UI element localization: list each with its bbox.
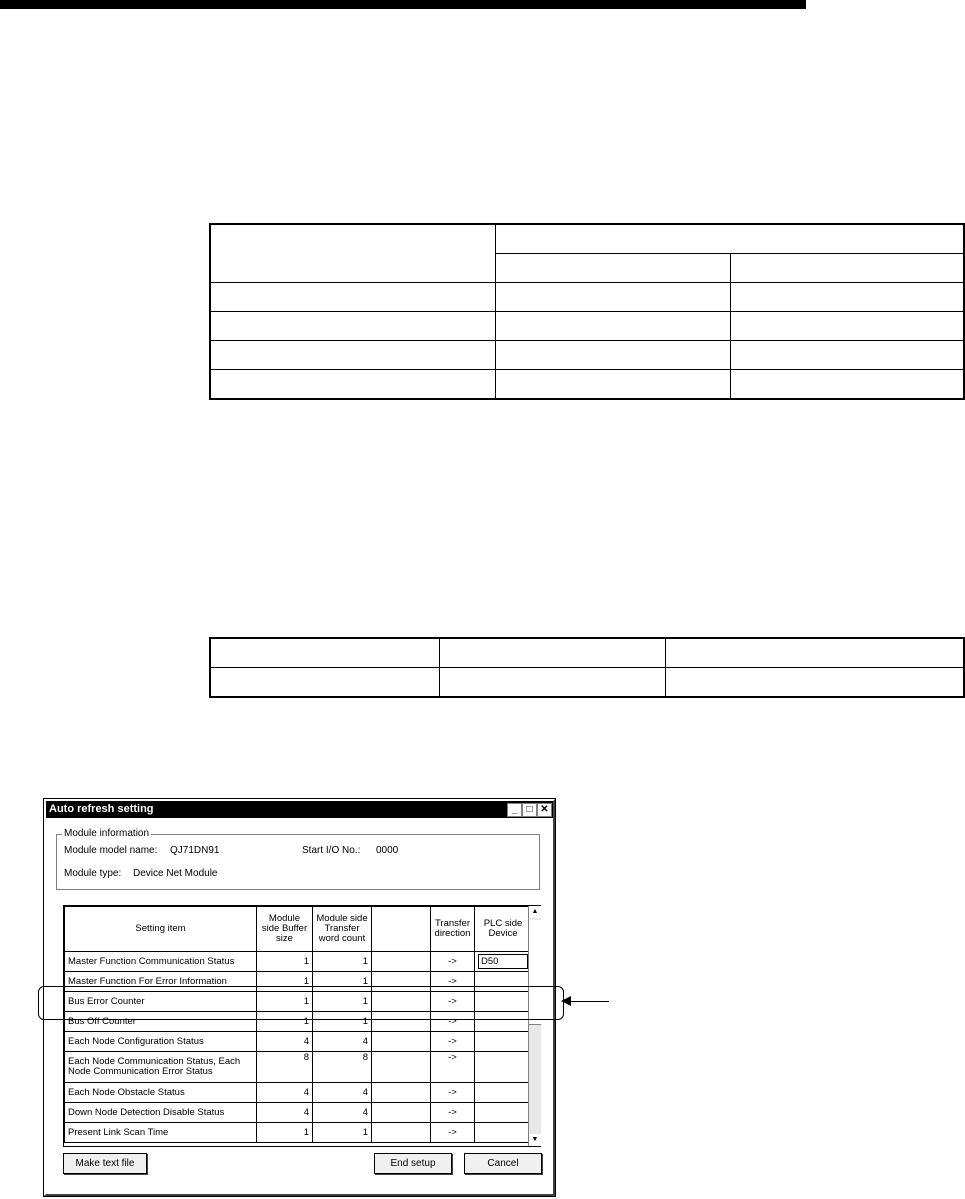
setting-item-cell: Each Node Obstacle Status [65, 1083, 257, 1103]
doc-table-2-row [210, 668, 964, 698]
col-transfer-count: Module side Transfer word count [313, 907, 372, 952]
grid-header-row [65, 907, 532, 952]
doc-table-1-cell [730, 254, 964, 283]
plc-device-cell[interactable] [475, 992, 532, 1012]
module-information-group [56, 828, 540, 890]
direction-cell: -> [431, 1103, 475, 1123]
setting-item-cell: Each Node Communication Status, Each Node Communication Error Status [65, 1052, 257, 1083]
doc-table-1-cell [730, 341, 964, 370]
table-row[interactable] [65, 992, 532, 1012]
model-name-label: Module model name: [64, 845, 158, 856]
plc-device-input[interactable] [478, 954, 528, 969]
callout-line [569, 1001, 609, 1002]
document-table-1 [209, 223, 965, 400]
buffer-size-cell: 4 [257, 1032, 313, 1052]
buffer-size-cell: 4 [257, 1083, 313, 1103]
blank-cell [372, 1032, 431, 1052]
plc-device-cell[interactable] [475, 1032, 532, 1052]
setting-item-cell: Present Link Scan Time [65, 1123, 257, 1143]
buffer-size-cell: 1 [257, 1123, 313, 1143]
transfer-count-cell: 1 [313, 1123, 372, 1143]
buffer-size-cell: 1 [257, 972, 313, 992]
setting-item-cell: Master Function Communication Status [65, 952, 257, 972]
transfer-count-cell: 8 [313, 1052, 372, 1083]
doc-table-1-cell [495, 370, 730, 400]
module-type-value: Device Net Module [133, 868, 218, 879]
transfer-count-cell: 4 [313, 1032, 372, 1052]
col-plc-device: PLC side Device [475, 907, 532, 952]
make-text-file-button[interactable]: Make text file [63, 1153, 147, 1174]
plc-device-cell[interactable] [475, 1123, 532, 1143]
module-type-label: Module type: [64, 868, 122, 879]
setting-item-cell: Down Node Detection Disable Status [65, 1103, 257, 1123]
document-table-2 [209, 637, 965, 698]
transfer-count-cell: 1 [313, 972, 372, 992]
direction-cell: -> [431, 952, 475, 972]
dialog-content [46, 818, 553, 1194]
direction-cell: -> [431, 1012, 475, 1032]
direction-cell: -> [431, 1052, 475, 1083]
table-row[interactable] [65, 1012, 532, 1032]
start-io-label: Start I/O No.: [302, 845, 361, 856]
setting-item-cell: Bus Error Counter [65, 992, 257, 1012]
doc-table-1-cell [495, 283, 730, 312]
maximize-icon[interactable]: □ [522, 803, 537, 817]
module-information-label: Module information [64, 828, 150, 839]
blank-cell [372, 1123, 431, 1143]
plc-device-cell[interactable] [475, 1012, 532, 1032]
col-setting-item: Setting item [65, 907, 257, 952]
dialog-titlebar[interactable] [46, 801, 553, 818]
minimize-icon[interactable]: _ [507, 803, 522, 817]
doc-table-1-cell [495, 312, 730, 341]
buffer-size-cell: 1 [257, 1012, 313, 1032]
transfer-count-cell: 1 [313, 992, 372, 1012]
setting-item-cell: Bus Off Counter [65, 1012, 257, 1032]
table-row[interactable] [65, 1032, 532, 1052]
doc-table-1-cell [210, 370, 495, 400]
doc-table-1-cell [495, 254, 730, 283]
doc-table-2-cell [210, 638, 439, 668]
setting-item-cell: Each Node Configuration Status [65, 1032, 257, 1052]
dialog-title: Auto refresh setting [49, 803, 154, 815]
doc-table-1-cell [495, 224, 964, 254]
model-name-value: QJ71DN91 [170, 845, 220, 856]
table-row[interactable] [65, 972, 532, 992]
transfer-count-cell: 1 [313, 952, 372, 972]
buffer-size-cell: 8 [257, 1052, 313, 1083]
scrollbar-thumb[interactable] [529, 920, 541, 1025]
col-transfer-direction: Transfer direction [431, 907, 475, 952]
doc-table-1-cell [210, 341, 495, 370]
plc-device-cell[interactable] [475, 972, 532, 992]
direction-cell: -> [431, 1123, 475, 1143]
table-row[interactable] [65, 1123, 532, 1143]
doc-table-1-cell [730, 370, 964, 400]
buffer-size-cell: 4 [257, 1103, 313, 1123]
doc-table-2-cell [665, 638, 964, 668]
doc-table-1-cell [495, 341, 730, 370]
direction-cell: -> [431, 1083, 475, 1103]
doc-table-1-row [210, 341, 964, 370]
table-row[interactable] [65, 952, 532, 972]
doc-table-1-row [210, 312, 964, 341]
doc-table-2-cell [439, 638, 665, 668]
table-row[interactable] [65, 1103, 532, 1123]
doc-table-2-header-row [210, 638, 964, 668]
auto-refresh-grid [63, 905, 541, 1147]
doc-table-2-cell [665, 668, 964, 698]
direction-cell: -> [431, 972, 475, 992]
table-row[interactable] [65, 1083, 532, 1103]
start-io-value: 0000 [376, 845, 399, 856]
doc-table-1-cell [210, 312, 495, 341]
cancel-button[interactable]: Cancel [464, 1153, 542, 1174]
plc-device-cell[interactable] [475, 952, 532, 972]
col-buffer-size: Module side Buffer size [257, 907, 313, 952]
vertical-scrollbar[interactable] [528, 906, 541, 1146]
doc-table-1-row [210, 370, 964, 400]
buffer-size-cell: 1 [257, 992, 313, 1012]
transfer-count-cell: 1 [313, 1012, 372, 1032]
doc-table-1-row [210, 283, 964, 312]
blank-cell [372, 1052, 431, 1083]
plc-device-cell[interactable] [475, 1103, 532, 1123]
doc-table-1-header-row [210, 224, 964, 254]
transfer-count-cell: 4 [313, 1103, 372, 1123]
setting-item-cell: Master Function For Error Information [65, 972, 257, 992]
doc-table-2-cell [439, 668, 665, 698]
plc-device-cell[interactable] [475, 1083, 532, 1103]
blank-cell [372, 1103, 431, 1123]
col-blank [372, 907, 431, 952]
doc-table-2-cell [210, 668, 439, 698]
scroll-down-icon[interactable]: ▼ [529, 1134, 541, 1146]
buffer-size-cell: 1 [257, 952, 313, 972]
close-icon[interactable]: ✕ [537, 803, 552, 817]
blank-cell [372, 992, 431, 1012]
doc-table-1-cell [730, 283, 964, 312]
transfer-count-cell: 4 [313, 1083, 372, 1103]
blank-cell [372, 972, 431, 992]
blank-cell [372, 952, 431, 972]
doc-table-1-cell [210, 224, 495, 283]
scroll-up-icon[interactable]: ▲ [529, 906, 541, 918]
top-rule [0, 0, 806, 9]
direction-cell: -> [431, 1032, 475, 1052]
blank-cell [372, 1012, 431, 1032]
doc-table-1-cell [730, 312, 964, 341]
end-setup-button[interactable]: End setup [374, 1153, 452, 1174]
plc-device-cell[interactable] [475, 1052, 532, 1083]
direction-cell: -> [431, 992, 475, 1012]
doc-table-1-cell [210, 283, 495, 312]
table-row[interactable] [65, 1052, 532, 1083]
blank-cell [372, 1083, 431, 1103]
setting-table [64, 906, 532, 1143]
auto-refresh-dialog [44, 799, 555, 1196]
